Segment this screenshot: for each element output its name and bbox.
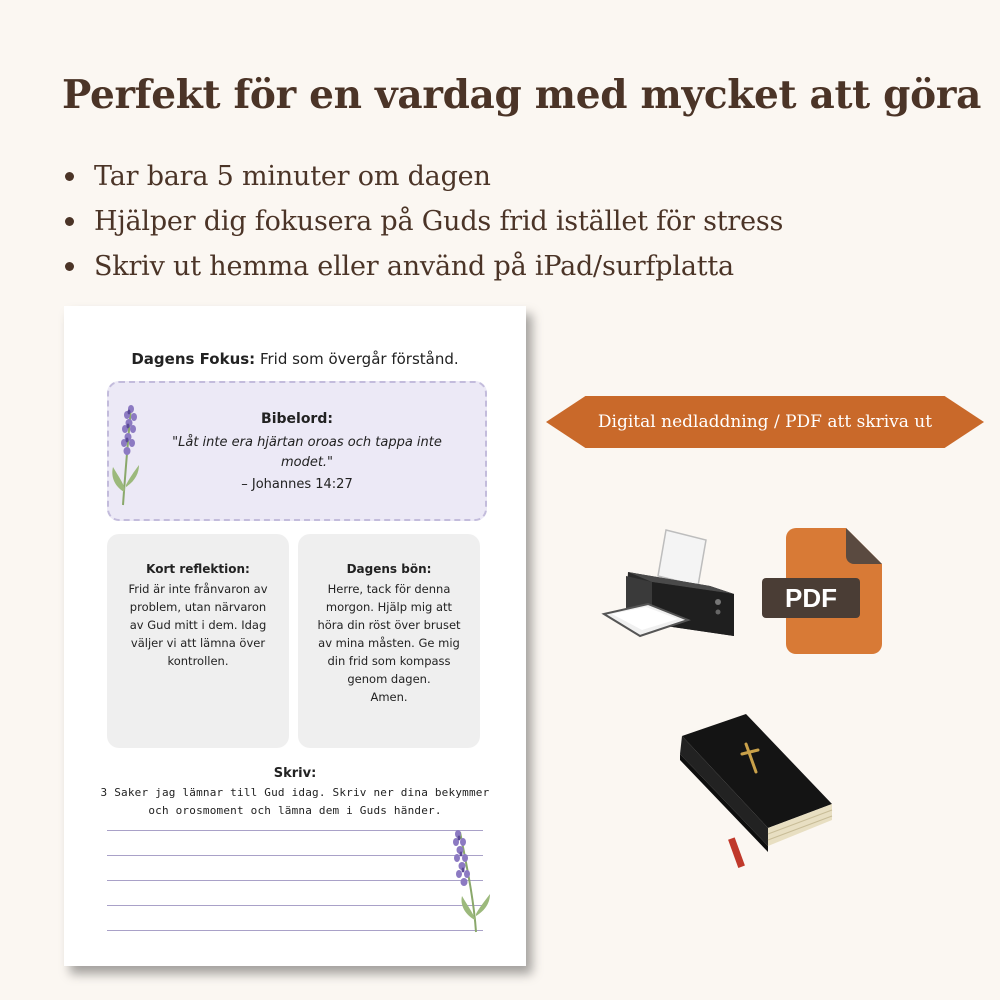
daily-focus — [64, 350, 526, 368]
download-banner-text: Digital nedladdning / PDF att skriva ut — [597, 412, 933, 432]
reflection-box — [107, 534, 289, 748]
bullet-dot — [65, 217, 74, 226]
writing-line — [107, 830, 483, 831]
verse-text: "Låt inte era hjärtan oroas och tappa inte modet." — [172, 435, 442, 470]
feature-item — [62, 154, 783, 199]
feature-text: Hjälper dig fokusera på Guds frid istället för stress — [94, 206, 784, 237]
worksheet-preview — [64, 306, 526, 966]
bullet-dot — [65, 172, 74, 181]
reflection-title: Kort reflektion: — [146, 562, 250, 576]
feature-list — [62, 154, 783, 289]
write-instructions: 3 Saker jag lämnar till Gud idag. Skriv ner dina bekymmer och orosmoment och lämna dem i Guds händer. — [100, 786, 490, 817]
lavender-icon — [446, 822, 496, 934]
focus-label: Dagens Fokus: — [131, 350, 256, 368]
writing-line — [107, 905, 483, 906]
pdf-file-icon — [762, 524, 884, 656]
prayer-text: Herre, tack för denna morgon. Hjälp mig att höra din röst över bruset av mina måsten. Ge mig din frid som kompass genom dagen. Amen. — [317, 582, 461, 704]
feature-item — [62, 199, 783, 244]
feature-text: Skriv ut hemma eller använd på iPad/surfplatta — [94, 251, 734, 282]
writing-line — [107, 855, 483, 856]
feature-item — [62, 244, 783, 289]
bullet-dot — [65, 262, 74, 271]
bible-icon — [672, 710, 840, 870]
reflection-text: Frid är inte frånvaron av problem, utan närvaron av Gud mitt i dem. Idag väljer vi att lämna över kontrollen. — [128, 582, 268, 668]
write-title: Skriv: — [273, 766, 317, 781]
printer-icon — [600, 524, 740, 654]
prayer-title: Dagens bön: — [346, 562, 432, 576]
prayer-box — [298, 534, 480, 748]
writing-line — [107, 880, 483, 881]
verse-title: Bibelord: — [261, 411, 333, 427]
verse-reference: – Johannes 14:27 — [241, 477, 353, 492]
feature-text: Tar bara 5 minuter om dagen — [94, 161, 491, 192]
focus-text: Frid som övergår förstånd. — [255, 350, 459, 368]
pdf-label: PDF — [785, 583, 837, 613]
headline: Perfekt för en vardag med mycket att göra — [62, 72, 982, 118]
verse-box — [107, 381, 487, 521]
writing-line — [107, 930, 483, 931]
